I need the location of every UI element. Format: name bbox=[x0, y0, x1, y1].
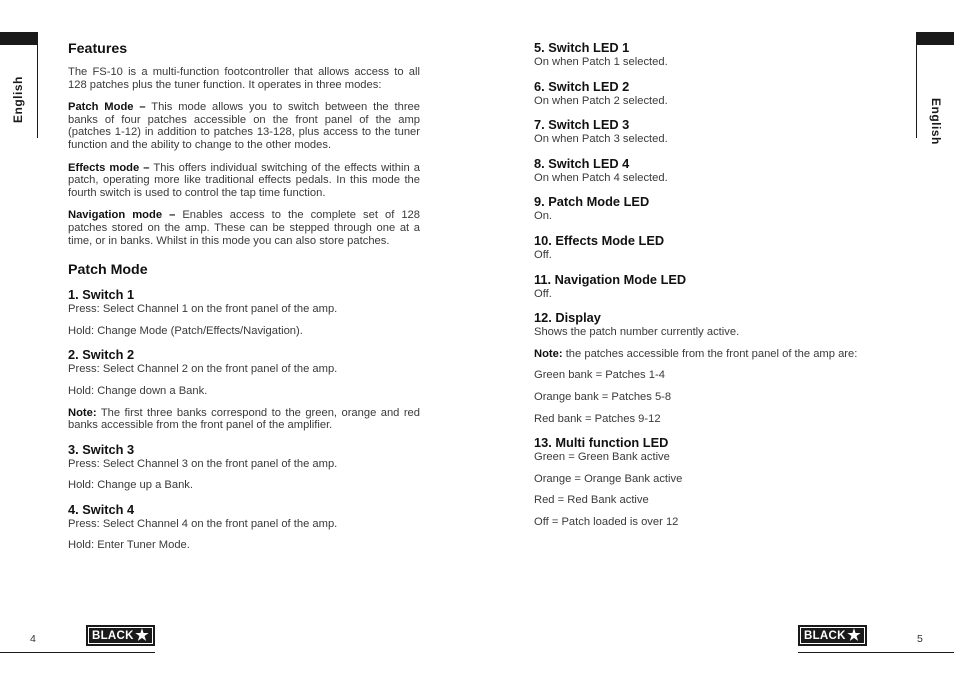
led-item-title: 9. Patch Mode LED bbox=[534, 194, 650, 210]
black-star-logo bbox=[86, 625, 155, 646]
mode-text: This offers individual switching of the effects within a patch, operating more like traditional effects pedals. In this mode the fourth switch is used to control the tap time function. bbox=[68, 161, 420, 199]
led-item-text: On when Patch 2 selected. bbox=[534, 94, 668, 107]
note-text: The first three banks correspond to the green, orange and red banks accessible from the front panel of the amplifier. bbox=[68, 406, 420, 432]
mode-description bbox=[68, 101, 420, 151]
black-star-logo bbox=[798, 625, 867, 646]
switch-press: Press: Select Channel 3 on the front panel of the amp. bbox=[68, 457, 338, 470]
switch-hold: Hold: Change up a Bank. bbox=[68, 479, 194, 492]
led-item-title: 6. Switch LED 2 bbox=[534, 78, 630, 94]
tab-bar bbox=[0, 32, 37, 45]
led-item-text: On when Patch 4 selected. bbox=[534, 171, 668, 184]
switch-press: Press: Select Channel 2 on the front panel of the amp. bbox=[68, 363, 338, 376]
switch-note bbox=[68, 407, 420, 432]
logo-text: BLACK bbox=[92, 629, 134, 642]
multi-led-line: Orange = Orange Bank active bbox=[534, 472, 683, 485]
logo-text: BLACK bbox=[804, 629, 846, 642]
features-heading: Features bbox=[68, 41, 128, 57]
language-tab-right bbox=[916, 32, 954, 145]
display-text: Shows the patch number currently active. bbox=[534, 326, 740, 339]
left-page-column bbox=[68, 40, 420, 552]
switch-hold: Hold: Change down a Bank. bbox=[68, 384, 208, 397]
display-title: 12. Display bbox=[534, 310, 601, 326]
led-item-text: On when Patch 1 selected. bbox=[534, 56, 668, 68]
page-number-right: 5 bbox=[917, 633, 923, 645]
led-items bbox=[534, 40, 894, 300]
page-number-left: 4 bbox=[30, 633, 36, 645]
mode-text: Enables access to the complete set of 128 patches stored on the amp. These can be stepped through one at a time, or in banks. Whilst in this mode you can also store patches. bbox=[68, 209, 420, 247]
note-text: the patches accessible from the front panel of the amp are: bbox=[562, 347, 858, 360]
display-note bbox=[534, 348, 894, 361]
footer-rule-right bbox=[798, 652, 954, 653]
mode-text: This mode allows you to switch between the three banks of four patches accessible on the front panel of the amp (patches 1-12) in addition to patches 13-128, plus access to the tuner function and the ability to change to the other modes. bbox=[68, 101, 420, 151]
switch-hold: Hold: Change Mode (Patch/Effects/Navigation). bbox=[68, 324, 303, 337]
switch-title: 4. Switch 4 bbox=[68, 501, 135, 517]
multi-led-line: Red = Red Bank active bbox=[534, 494, 649, 507]
led-item-text: Off. bbox=[534, 287, 552, 300]
bank-line: Red bank = Patches 9-12 bbox=[534, 412, 661, 425]
multi-led-title: 13. Multi function LED bbox=[534, 435, 669, 451]
patch-mode-heading: Patch Mode bbox=[68, 262, 148, 279]
language-label: English bbox=[11, 76, 25, 123]
bank-line: Orange bank = Patches 5-8 bbox=[534, 390, 672, 403]
mode-description bbox=[68, 162, 420, 200]
switch-hold: Hold: Enter Tuner Mode. bbox=[68, 539, 190, 552]
mode-term: Patch Mode – bbox=[68, 101, 146, 114]
led-item-title: 5. Switch LED 1 bbox=[534, 40, 630, 55]
led-item-text: Off. bbox=[534, 248, 552, 261]
switch-title: 1. Switch 1 bbox=[68, 287, 135, 303]
mode-term: Effects mode – bbox=[68, 161, 150, 174]
led-item-title: 7. Switch LED 3 bbox=[534, 117, 630, 133]
led-item-title: 11. Navigation Mode LED bbox=[534, 271, 687, 287]
star-icon: ★ bbox=[847, 626, 861, 644]
bank-line: Green bank = Patches 1-4 bbox=[534, 369, 665, 382]
tab-bar bbox=[917, 32, 954, 45]
switch-press: Press: Select Channel 1 on the front panel of the amp. bbox=[68, 303, 338, 316]
language-tab-left bbox=[0, 32, 38, 138]
led-item-title: 8. Switch LED 4 bbox=[534, 155, 630, 171]
mode-term: Navigation mode – bbox=[68, 209, 176, 222]
led-item-text: On when Patch 3 selected. bbox=[534, 133, 668, 146]
star-icon: ★ bbox=[135, 626, 149, 644]
language-label: English bbox=[929, 98, 943, 145]
note-label: Note: bbox=[534, 347, 563, 360]
switch-title: 3. Switch 3 bbox=[68, 441, 135, 457]
right-page-column bbox=[534, 40, 894, 529]
switch-title: 2. Switch 2 bbox=[68, 347, 135, 363]
led-item-text: On. bbox=[534, 210, 553, 223]
note-label: Note: bbox=[68, 406, 97, 419]
switch-press: Press: Select Channel 4 on the front panel of the amp. bbox=[68, 517, 338, 530]
mode-description bbox=[68, 209, 420, 247]
multi-led-line: Off = Patch loaded is over 12 bbox=[534, 515, 679, 528]
footer-rule-left bbox=[0, 652, 155, 653]
features-intro: The FS-10 is a multi-function footcontroller that allows access to all 128 patches plus the tuner function. It operates in three modes: bbox=[68, 66, 420, 91]
led-item-title: 10. Effects Mode LED bbox=[534, 232, 665, 248]
multi-led-line: Green = Green Bank active bbox=[534, 451, 670, 464]
